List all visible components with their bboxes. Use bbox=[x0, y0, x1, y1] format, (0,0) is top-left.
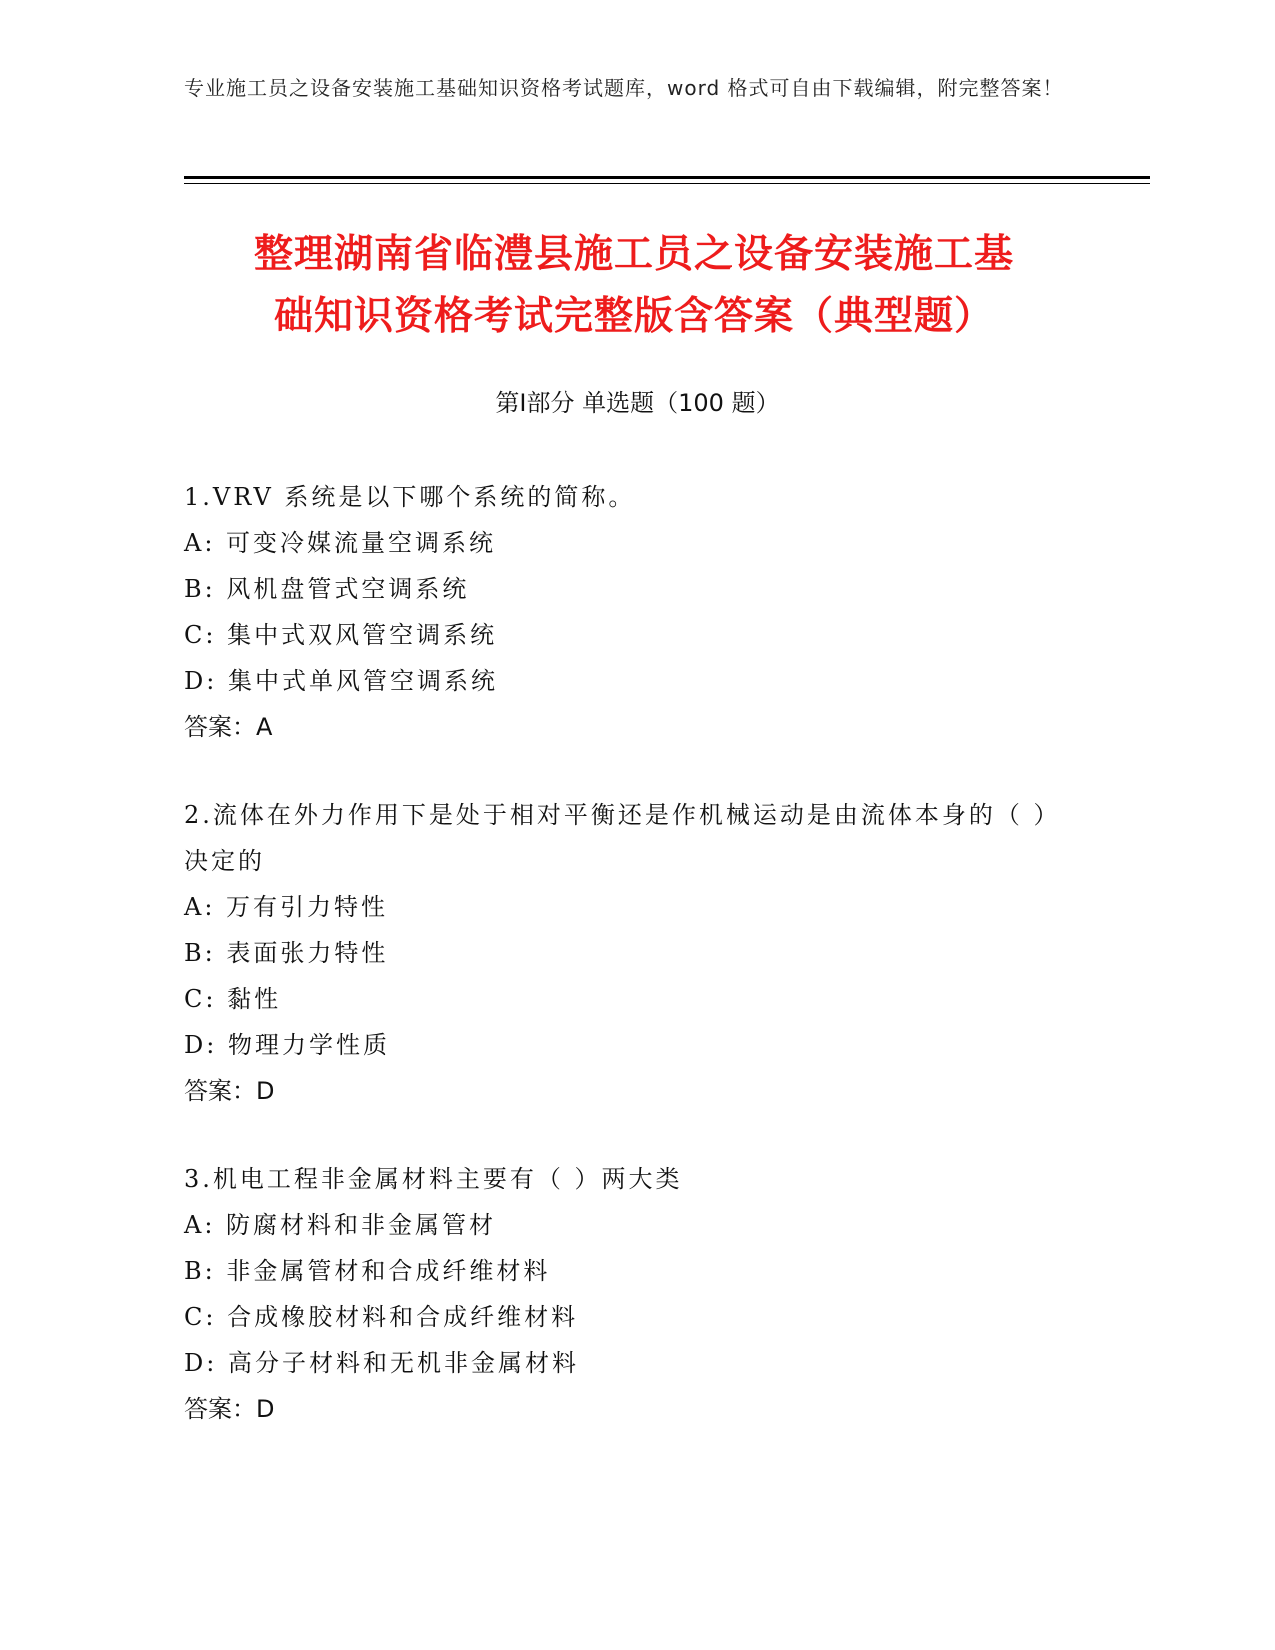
option-d: D: 物理力学性质 bbox=[184, 1031, 390, 1059]
option-a: A: 防腐材料和非金属管材 bbox=[184, 1211, 497, 1239]
header-divider-thick bbox=[184, 176, 1150, 179]
option-d: D: 高分子材料和无机非金属材料 bbox=[184, 1349, 579, 1377]
question-2 bbox=[184, 792, 1064, 1114]
answer: 答案：D bbox=[184, 1077, 275, 1105]
option-d: D: 集中式单风管空调系统 bbox=[184, 667, 498, 695]
option-b: B: 风机盘管式空调系统 bbox=[184, 575, 470, 603]
document-title-line-2: 础知识资格考试完整版含答案（典型题） bbox=[273, 294, 994, 339]
document-title-line-1: 整理湖南省临澧县施工员之设备安装施工基 bbox=[253, 232, 1014, 277]
question-stem: 1.VRV 系统是以下哪个系统的简称。 bbox=[184, 483, 636, 511]
option-a: A: 万有引力特性 bbox=[184, 893, 389, 921]
option-b: B: 表面张力特性 bbox=[184, 939, 389, 967]
answer: 答案：A bbox=[184, 713, 273, 741]
question-stem: 3.机电工程非金属材料主要有（ ）两大类 bbox=[184, 1165, 683, 1193]
header-divider-thin bbox=[184, 183, 1150, 184]
question-list bbox=[184, 474, 1064, 1474]
question-stem: 2.流体在外力作用下是处于相对平衡还是作机械运动是由流体本身的（ ）决定的 bbox=[184, 801, 1061, 875]
document-title bbox=[184, 224, 1084, 348]
section-heading: 第Ⅰ部分 单选题（100 题） bbox=[495, 389, 780, 417]
answer: 答案：D bbox=[184, 1395, 275, 1423]
question-1 bbox=[184, 474, 1064, 750]
option-a: A: 可变冷媒流量空调系统 bbox=[184, 529, 497, 557]
question-3 bbox=[184, 1156, 1064, 1432]
option-c: C: 合成橡胶材料和合成纤维材料 bbox=[184, 1303, 579, 1331]
option-b: B: 非金属管材和合成纤维材料 bbox=[184, 1257, 551, 1285]
header-note: 专业施工员之设备安装施工基础知识资格考试题库，word 格式可自由下载编辑，附完整答案！ bbox=[184, 76, 1064, 100]
option-c: C: 集中式双风管空调系统 bbox=[184, 621, 498, 649]
option-c: C: 黏性 bbox=[184, 985, 282, 1013]
